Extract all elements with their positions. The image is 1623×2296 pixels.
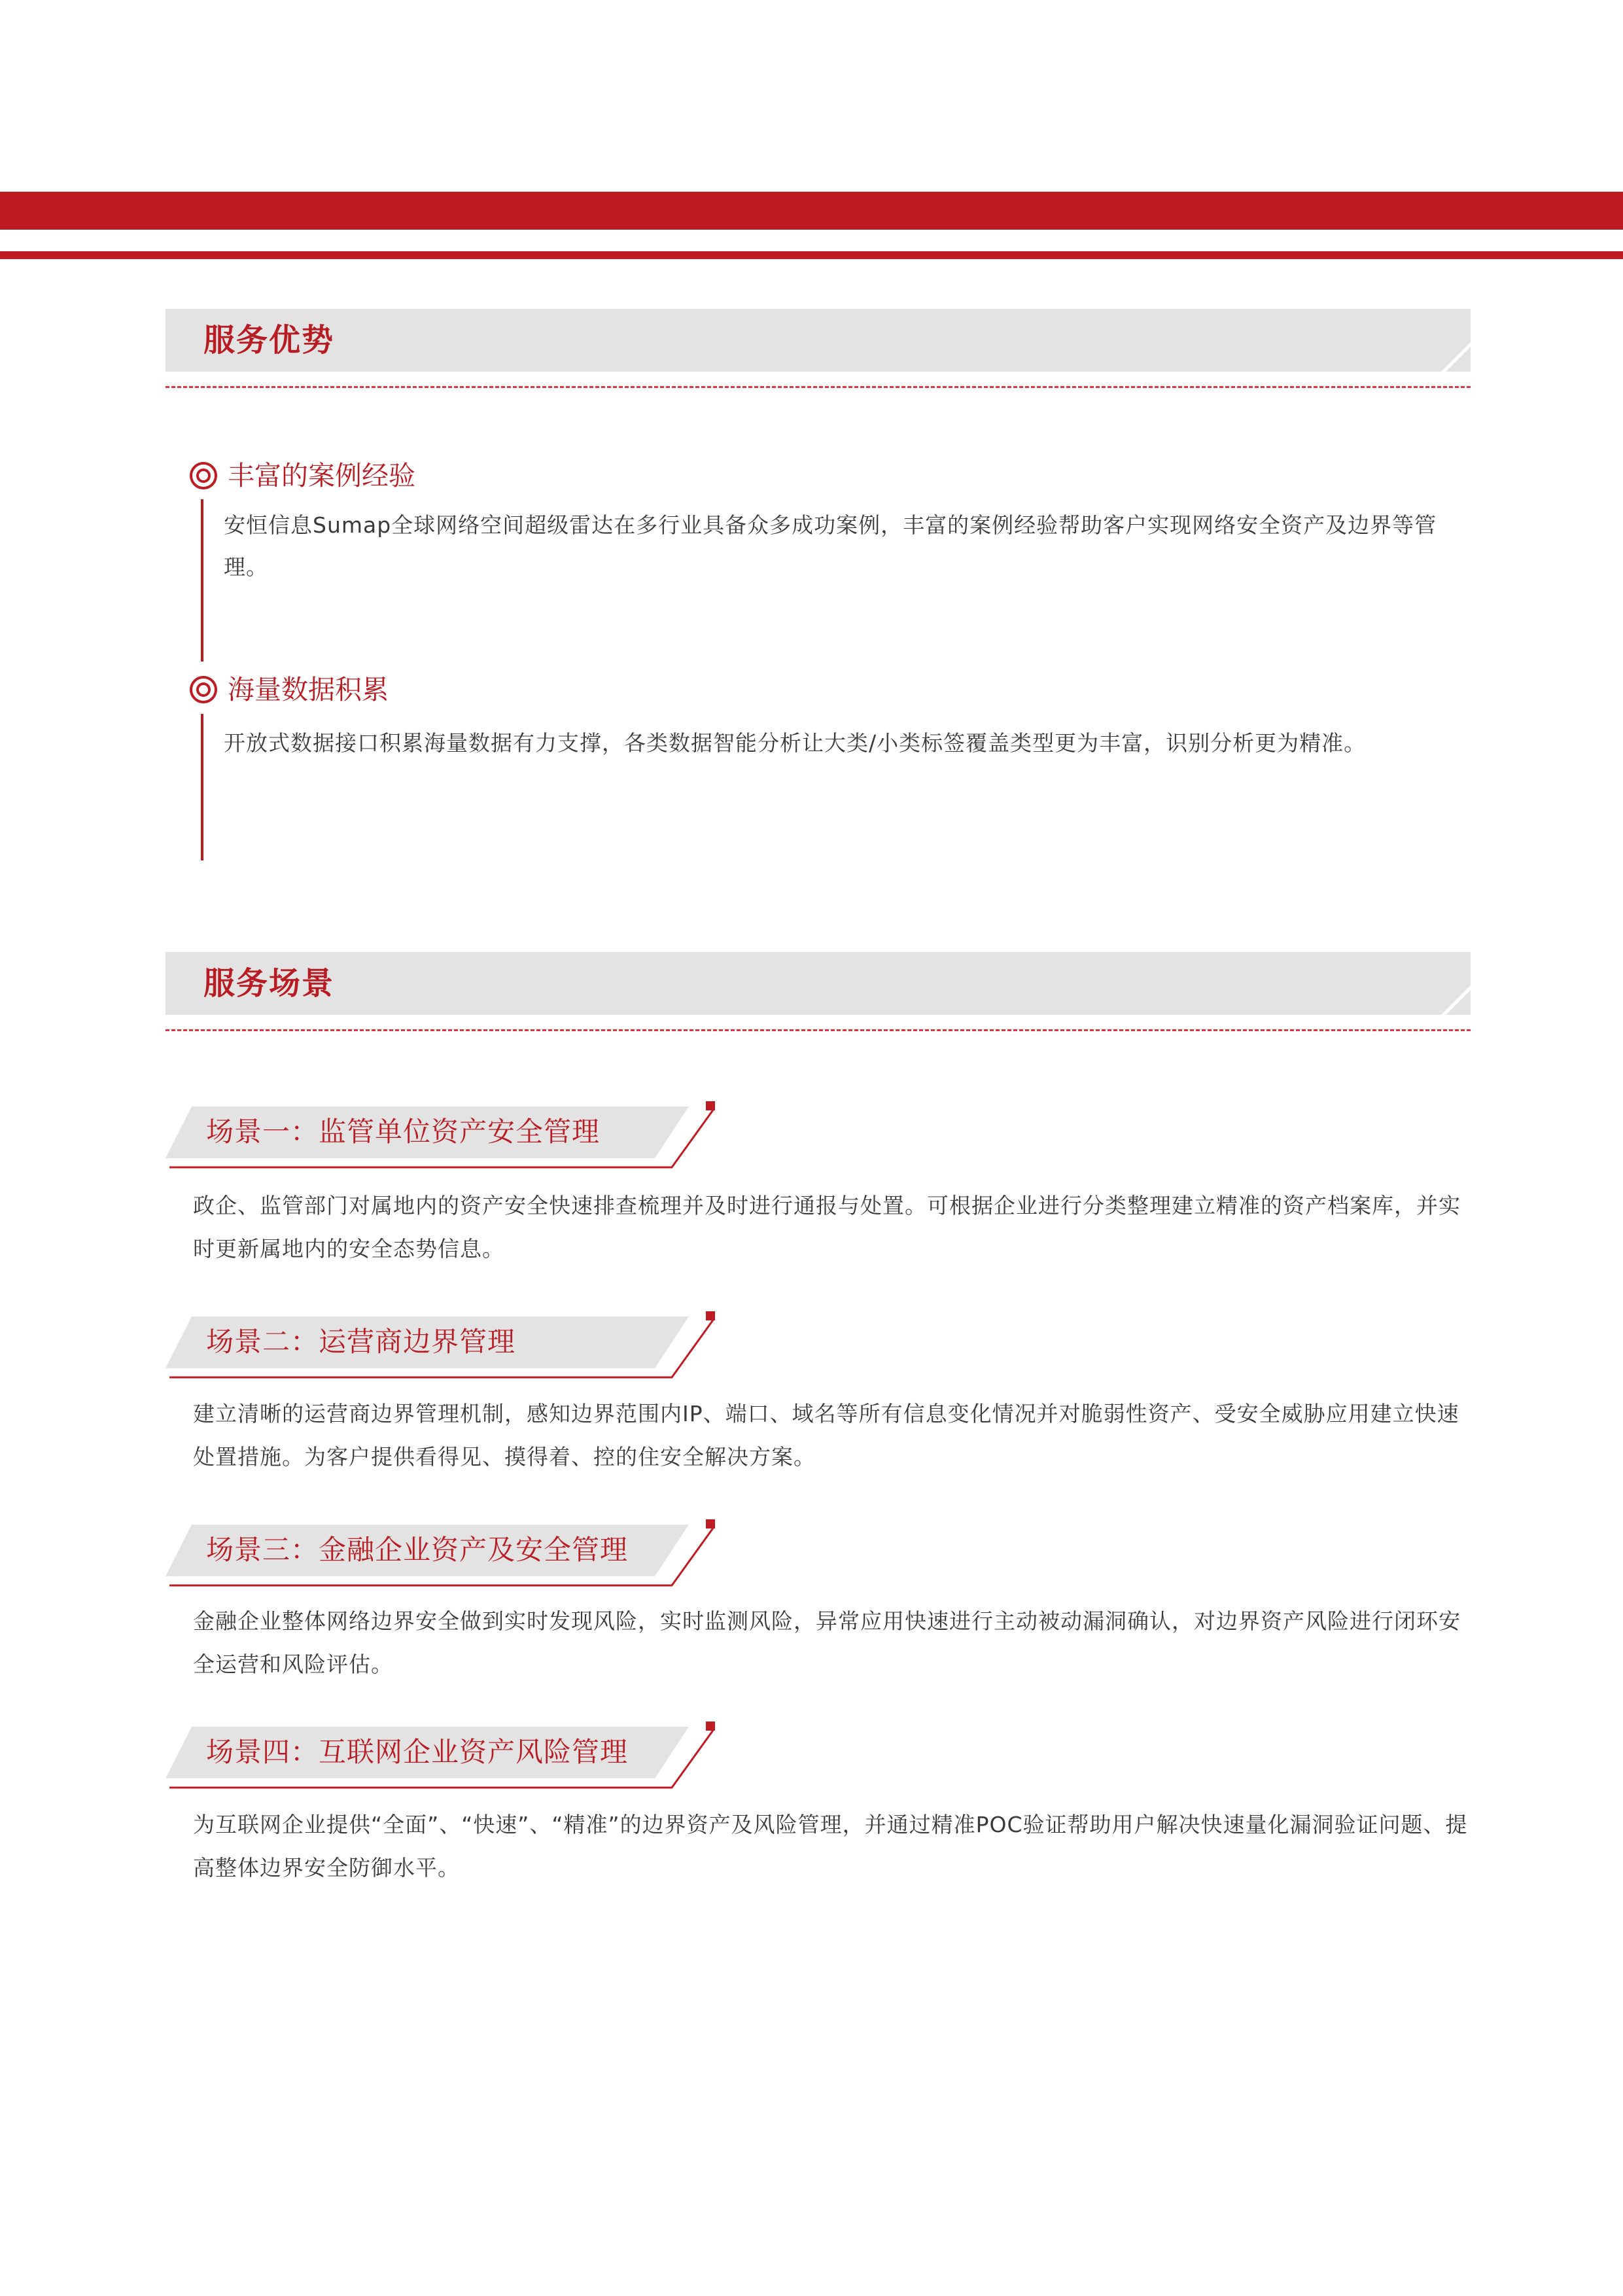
scenario-label: 场景二：运营商边界管理 <box>206 1326 516 1358</box>
advantage-vertical-line <box>201 499 203 662</box>
section-divider <box>166 386 1471 388</box>
advantage-text: 开放式数据接口积累海量数据有力支撑，各类数据智能分析让大类/小类标签覆盖类型更为丰富，识别分析更为精准。 <box>224 730 1367 756</box>
header-red-band <box>0 192 1623 230</box>
target-circle-icon <box>188 461 218 491</box>
advantage-vertical-line <box>201 714 203 860</box>
scenario-tab-3 <box>166 1514 728 1593</box>
scenario-text: 金融企业整体网络边界安全做到实时发现风险，实时监测风险，异常应用快速进行主动被动漏洞确认，对边界资产风险进行闭环安全运营和风险评估。 <box>193 1608 1461 1677</box>
scenario-label: 场景四：互联网企业资产风险管理 <box>206 1736 629 1768</box>
section-header-bar-shape <box>166 309 1471 372</box>
section-header-advantages <box>166 309 1471 372</box>
scenario-text: 建立清晰的运营商边界管理机制，感知边界范围内IP、端口、域名等所有信息变化情况并对脆弱性资产、受安全威胁应用建立快速处置措施。为客户提供看得见、摸得着、控的住安全解决方案。 <box>193 1401 1459 1470</box>
advantage-title: 海量数据积累 <box>228 674 389 705</box>
scenario-tab-2 <box>166 1306 728 1385</box>
scenario-tab-1 <box>166 1096 728 1174</box>
scenario-label: 场景一：监管单位资产安全管理 <box>206 1116 601 1148</box>
scenario-tab-4 <box>166 1716 728 1795</box>
advantage-title: 丰富的案例经验 <box>228 460 415 491</box>
advantage-text: 安恒信息Sumap全球网络空间超级雷达在多行业具备众多成功案例，丰富的案例经验帮助客户实现网络安全资产及边界等管理。 <box>224 512 1437 580</box>
scenario-text: 为互联网企业提供“全面”、“快速”、“精准”的边界资产及风险管理，并通过精准POC验证帮助用户解决快速量化漏洞验证问题、提高整体边界安全防御水平。 <box>193 1812 1468 1881</box>
target-circle-icon <box>188 675 218 705</box>
section-title: 服务优势 <box>203 322 335 359</box>
scenario-text: 政企、监管部门对属地内的资产安全快速排查梳理并及时进行通报与处置。可根据企业进行分类整理建立精准的资产档案库，并实时更新属地内的安全态势信息。 <box>193 1193 1461 1262</box>
section-header-bar-shape <box>166 952 1471 1015</box>
scenario-label: 场景三：金融企业资产及安全管理 <box>206 1534 629 1566</box>
advantage-item-2 <box>188 675 218 707</box>
header-red-stripe <box>0 251 1623 259</box>
advantage-item-1 <box>188 461 218 493</box>
section-header-scenarios <box>166 952 1471 1015</box>
section-divider <box>166 1029 1471 1031</box>
section-title: 服务场景 <box>203 965 335 1002</box>
